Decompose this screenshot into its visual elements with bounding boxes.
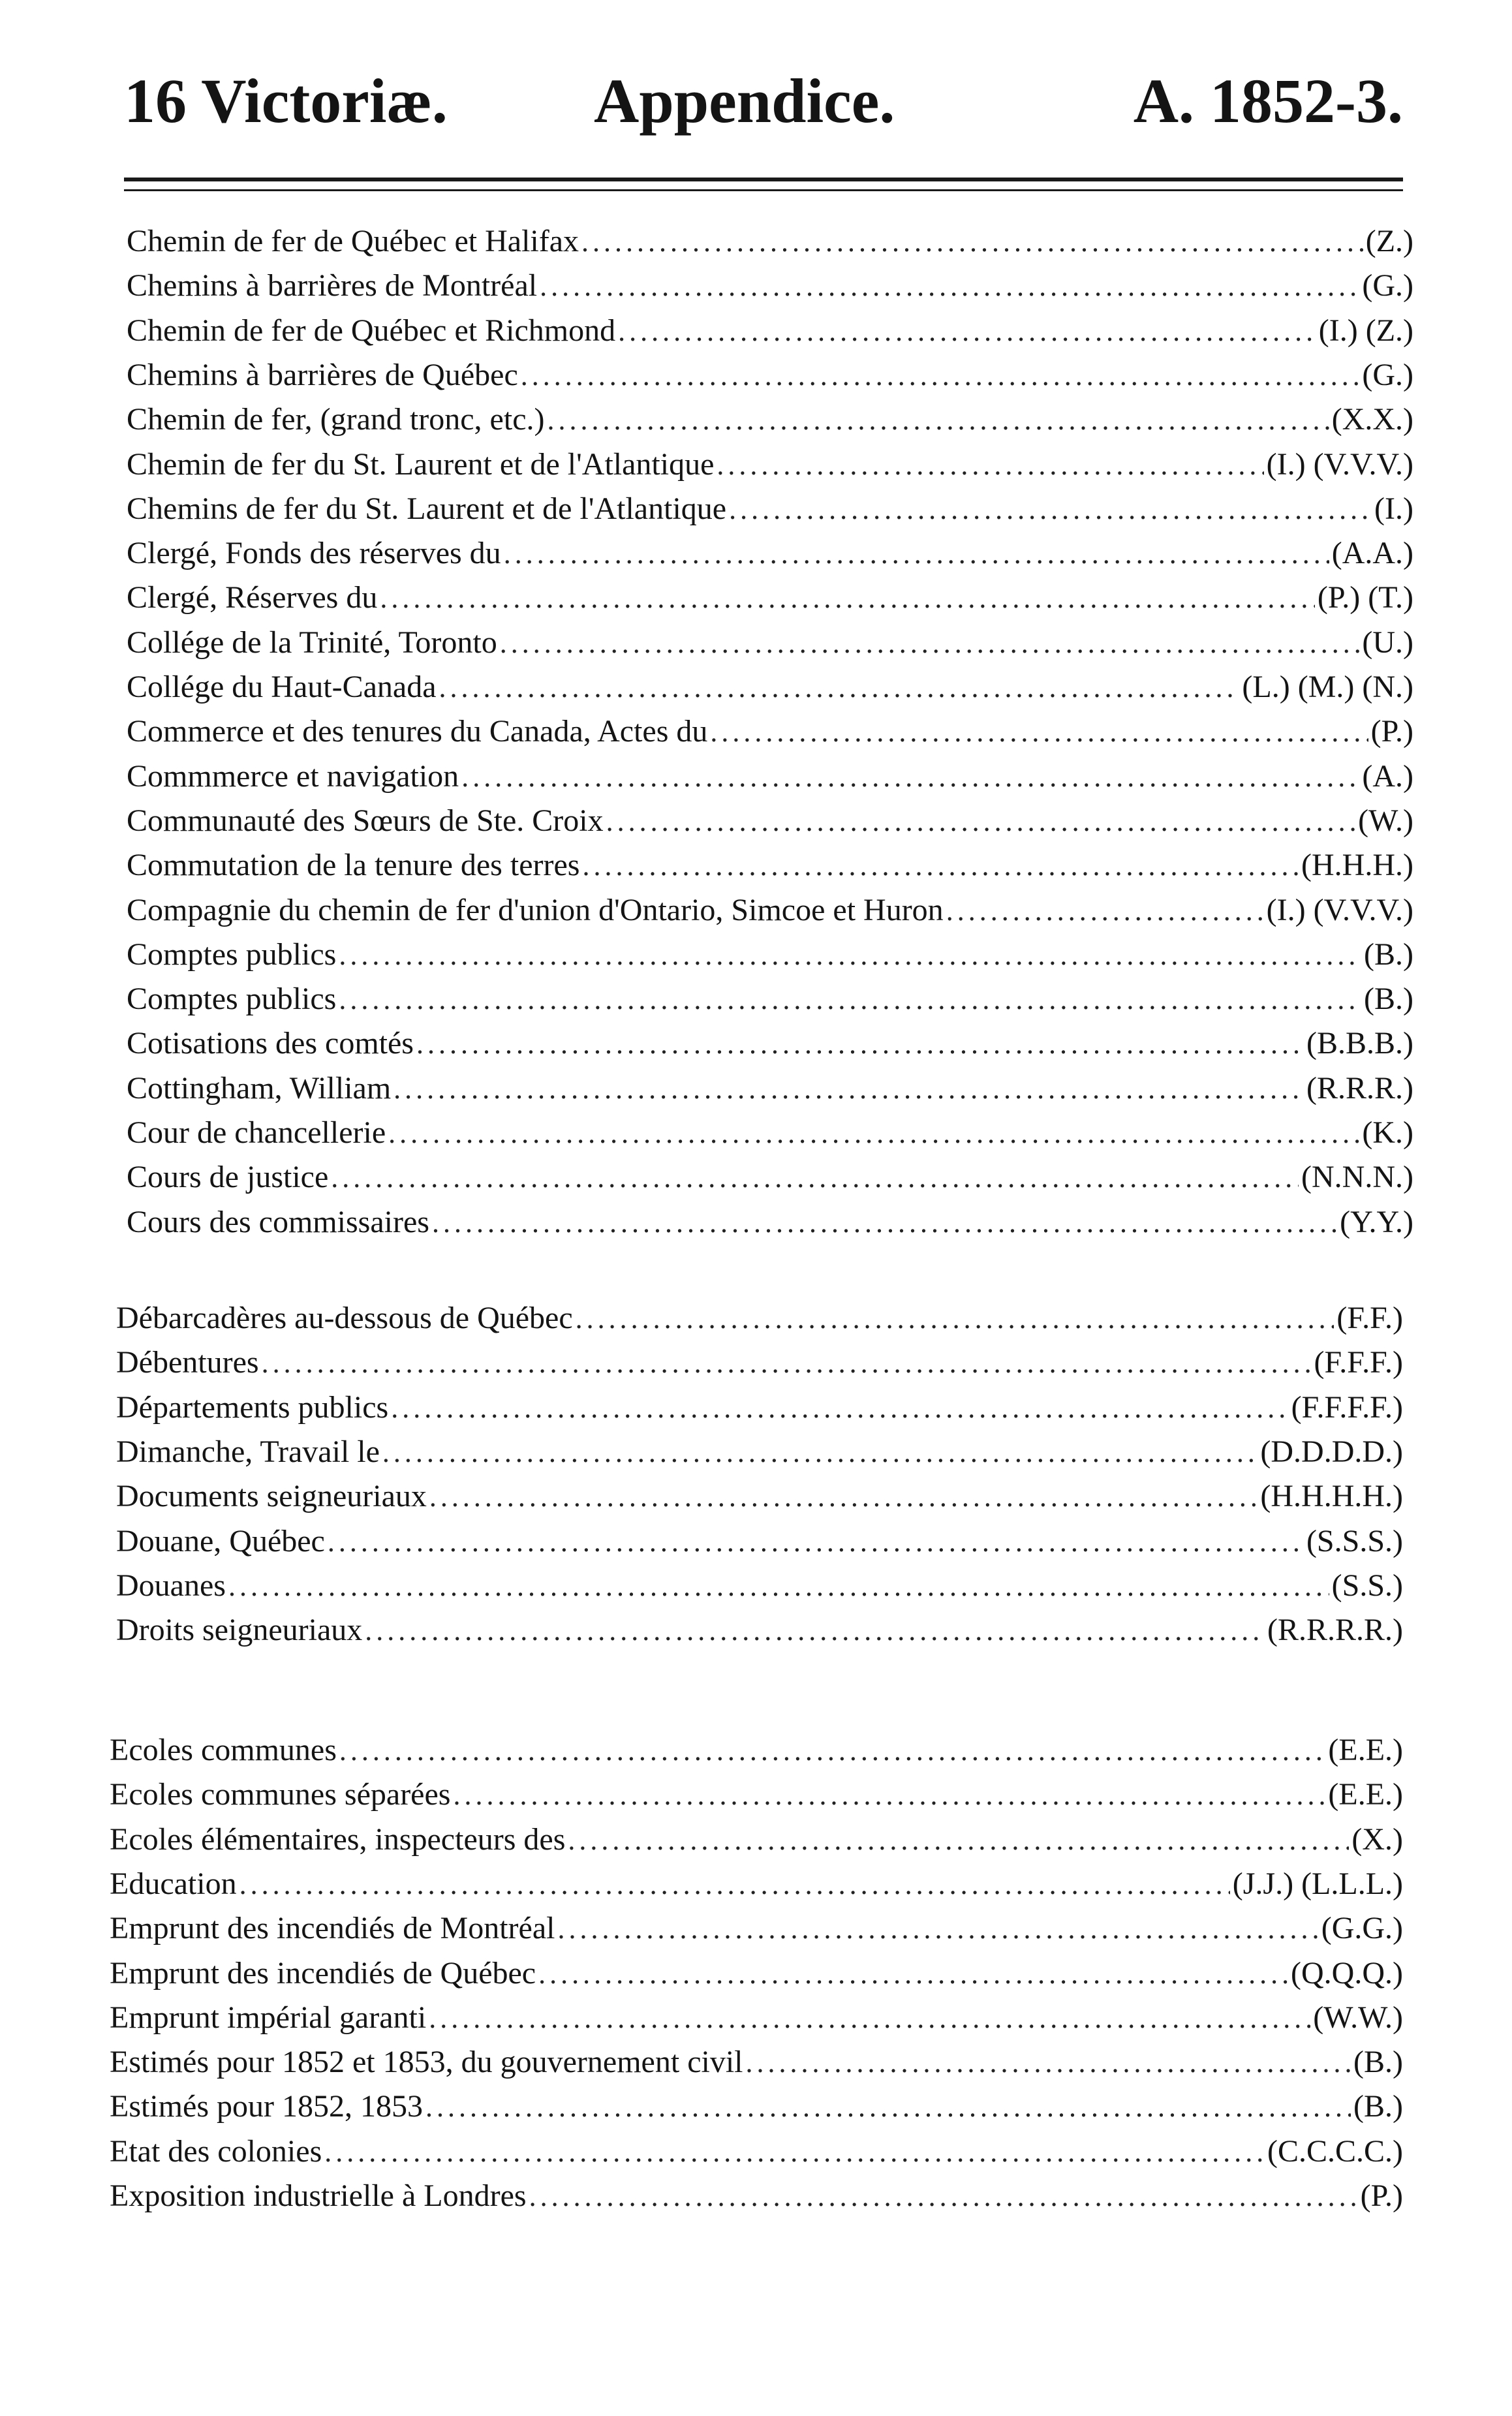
entry-term: Débentures — [116, 1345, 259, 1380]
entry-term: Comptes publics — [127, 982, 337, 1017]
entry-term: Douanes — [116, 1568, 226, 1603]
entry-term: Collége de la Trinité, Toronto — [127, 625, 497, 660]
entry-reference: (G.) — [1362, 357, 1413, 392]
entry-term: Cottingham, William — [127, 1070, 392, 1106]
index-entry — [127, 843, 1413, 888]
index-entry — [127, 442, 1413, 487]
index-entry — [127, 888, 1413, 933]
entry-reference: (Y.Y.) — [1340, 1204, 1413, 1239]
entry-reference: (G.G.) — [1321, 1911, 1403, 1946]
entry-term: Commmerce et navigation — [127, 758, 459, 794]
entry-term: Cour de chancellerie — [127, 1115, 386, 1150]
entry-term: Clergé, Fonds des réserves du — [127, 536, 501, 571]
entry-term: Compagnie du chemin de fer d'union d'Ontario, Simcoe et Huron — [127, 892, 944, 927]
entry-reference: (K.) — [1362, 1115, 1413, 1150]
index-entry — [116, 1564, 1403, 1608]
entry-term: Chemin de fer, (grand tronc, etc.) — [127, 402, 545, 437]
entry-reference: (I.) — [1374, 491, 1413, 526]
index-entry — [127, 709, 1413, 754]
dot-leader — [729, 488, 1372, 532]
header-session: 16 Victoriæ. — [124, 66, 448, 136]
entry-reference: (I.) (V.V.V.) — [1266, 446, 1413, 482]
dot-leader — [429, 1996, 1310, 2041]
entry-term: Chemins à barrières de Québec — [127, 357, 518, 392]
index-entry — [116, 1519, 1403, 1564]
entry-reference: (W.W.) — [1313, 2000, 1403, 2035]
index-entry — [110, 2129, 1403, 2174]
index-entry — [127, 397, 1413, 442]
entry-reference: (H.H.H.) — [1301, 848, 1413, 883]
index-entry — [127, 665, 1413, 709]
entry-reference: (B.) — [1353, 2045, 1403, 2080]
entry-reference: (I.) (Z.) — [1318, 313, 1413, 348]
entry-term: Education — [110, 1866, 237, 1901]
dot-leader — [581, 220, 1363, 264]
dot-leader — [606, 799, 1356, 844]
index-entry — [127, 219, 1413, 264]
entry-term: Départements publics — [116, 1389, 389, 1425]
dot-leader — [393, 1067, 1304, 1111]
dot-leader — [324, 2130, 1265, 2175]
index-entry — [127, 353, 1413, 397]
header-rule-thick — [124, 178, 1403, 181]
index-entry — [127, 933, 1413, 977]
entry-term: Ecoles élémentaires, inspecteurs des — [110, 1821, 566, 1857]
dot-leader — [461, 755, 1359, 799]
dot-leader — [228, 1564, 1329, 1609]
dot-leader — [429, 1475, 1258, 1519]
entry-term: Cours des commissaires — [127, 1204, 429, 1239]
entry-term: Exposition industrielle à Londres — [110, 2178, 527, 2213]
index-entry — [127, 621, 1413, 665]
entry-reference: (A.) — [1362, 758, 1413, 794]
entry-term: Chemin de fer de Québec et Halifax — [127, 224, 579, 258]
entry-term: Estimés pour 1852, 1853 — [110, 2089, 423, 2124]
index-entry — [116, 1474, 1403, 1519]
entry-term: Droits seigneuriaux — [116, 1613, 363, 1648]
entry-reference: (P.) — [1360, 2178, 1403, 2213]
entry-term: Emprunt impérial garanti — [110, 2000, 427, 2035]
header-year: A. 1852-3. — [1133, 66, 1403, 136]
dot-leader — [328, 1520, 1304, 1564]
dot-leader — [339, 1729, 1325, 1773]
index-entry — [127, 977, 1413, 1021]
entry-term: Chemins à barrières de Montréal — [127, 268, 538, 303]
dot-leader — [416, 1022, 1304, 1066]
index-entry — [127, 1066, 1413, 1111]
index-entry — [110, 1906, 1403, 1951]
entry-reference: (Z.) — [1365, 224, 1413, 258]
entry-term: Chemins de fer du St. Laurent et de l'Atlantique — [127, 491, 727, 526]
entry-term: Dimanche, Travail le — [116, 1434, 380, 1469]
dot-leader — [504, 532, 1329, 576]
dot-leader — [521, 354, 1360, 398]
dot-leader — [339, 933, 1361, 978]
index-entry — [110, 1773, 1403, 1817]
entry-reference: (B.) — [1364, 937, 1413, 972]
dot-leader — [618, 309, 1316, 354]
dot-leader — [946, 889, 1264, 933]
index-entry — [110, 2084, 1403, 2129]
entry-reference: (H.H.H.H.) — [1260, 1479, 1403, 1514]
index-entry — [116, 1430, 1403, 1474]
dot-leader — [439, 666, 1240, 710]
entry-term: Documents seigneuriaux — [116, 1479, 427, 1514]
index-entry — [110, 2040, 1403, 2084]
dot-leader — [365, 1609, 1265, 1653]
entry-reference: (B.) — [1353, 2089, 1403, 2124]
entry-term: Emprunt des incendiés de Montréal — [110, 1911, 555, 1946]
entry-reference: (W.) — [1358, 803, 1413, 838]
entry-reference: (D.D.D.D.) — [1260, 1434, 1403, 1469]
entry-term: Clergé, Réserves du — [127, 580, 378, 615]
entry-reference: (N.N.N.) — [1301, 1160, 1413, 1195]
dot-leader — [540, 264, 1359, 309]
index-entry — [127, 1200, 1413, 1245]
index-entry — [116, 1386, 1403, 1430]
entry-reference: (E.E.) — [1328, 1733, 1403, 1767]
entry-reference: (Q.Q.Q.) — [1291, 1955, 1403, 1990]
dot-leader — [582, 844, 1299, 888]
dot-leader — [425, 2085, 1351, 2129]
dot-leader — [339, 978, 1361, 1022]
header-rule-thin — [124, 189, 1403, 191]
dot-leader — [453, 1773, 1325, 1818]
index-entry — [116, 1296, 1403, 1340]
entry-reference: (P.) (T.) — [1317, 580, 1413, 615]
dot-leader — [746, 2041, 1351, 2085]
entry-reference: (C.C.C.C.) — [1267, 2133, 1403, 2169]
entry-reference: (L.) (M.) (N.) — [1242, 670, 1413, 704]
entry-reference: (P.) — [1370, 714, 1413, 749]
entry-term: Communauté des Sœurs de Ste. Croix — [127, 803, 604, 838]
dot-leader — [576, 1297, 1335, 1341]
entry-reference: (G.) — [1362, 268, 1413, 303]
entry-reference: (A.A.) — [1331, 536, 1413, 571]
dot-leader — [331, 1156, 1299, 1200]
index-entry — [110, 2174, 1403, 2218]
entry-term: Ecoles communes — [110, 1733, 337, 1767]
entry-reference: (X.) — [1351, 1821, 1403, 1857]
index-entry — [127, 754, 1413, 799]
entry-reference: (S.S.S.) — [1306, 1523, 1403, 1558]
entry-term: Chemin de fer de Québec et Richmond — [127, 313, 616, 348]
entry-term: Emprunt des incendiés de Québec — [110, 1955, 536, 1990]
dot-leader — [557, 1907, 1318, 1951]
dot-leader — [717, 443, 1263, 488]
entry-reference: (R.R.R.) — [1306, 1070, 1413, 1106]
index-entry — [127, 309, 1413, 353]
index-entry — [110, 1728, 1403, 1773]
entry-term: Commutation de la tenure des terres — [127, 848, 580, 883]
index-entry — [127, 264, 1413, 308]
entry-reference: (R.R.R.R.) — [1267, 1613, 1403, 1648]
entry-term: Ecoles communes séparées — [110, 1777, 451, 1812]
index-entry — [110, 1951, 1403, 1996]
header-title: Appendice. — [594, 66, 895, 136]
entry-term: Chemin de fer du St. Laurent et de l'Atlantique — [127, 446, 715, 482]
index-entry — [127, 1021, 1413, 1066]
index-entry — [127, 799, 1413, 843]
page-header — [124, 65, 1403, 137]
entry-term: Comptes publics — [127, 937, 337, 972]
index-entry — [127, 1155, 1413, 1200]
index-entry — [127, 1111, 1413, 1155]
index-entry — [127, 487, 1413, 531]
dot-leader — [239, 1863, 1230, 1907]
index-entry — [127, 531, 1413, 576]
dot-leader — [432, 1201, 1337, 1245]
entry-reference: (S.S.) — [1331, 1568, 1403, 1603]
entry-term: Cotisations des comtés — [127, 1026, 414, 1061]
entry-reference: (X.X.) — [1331, 402, 1413, 437]
entry-term: Estimés pour 1852 et 1853, du gouvernement civil — [110, 2045, 743, 2080]
index-entry — [127, 576, 1413, 620]
index-entry — [116, 1340, 1403, 1385]
dot-leader — [382, 1431, 1257, 1475]
entry-term: Collége du Haut-Canada — [127, 670, 437, 704]
entry-reference: (F.F.) — [1336, 1301, 1403, 1335]
dot-leader — [380, 576, 1315, 621]
entry-reference: (U.) — [1362, 625, 1413, 660]
dot-leader — [547, 398, 1329, 442]
index-entry — [110, 1818, 1403, 1862]
index-entry — [110, 1996, 1403, 2040]
entry-reference: (F.F.F.F.) — [1291, 1389, 1403, 1425]
dot-leader — [500, 621, 1360, 666]
index-entry — [116, 1608, 1403, 1652]
entry-term: Commerce et des tenures du Canada, Actes du — [127, 714, 708, 749]
dot-leader — [529, 2175, 1358, 2219]
entry-term: Etat des colonies — [110, 2133, 322, 2169]
entry-reference: (B.B.B.) — [1306, 1026, 1413, 1061]
entry-reference: (F.F.F.) — [1314, 1345, 1403, 1380]
entry-reference: (E.E.) — [1328, 1777, 1403, 1812]
entry-term: Cours de justice — [127, 1160, 329, 1195]
entry-reference: (J.J.) (L.L.L.) — [1232, 1866, 1403, 1901]
entry-term: Débarcadères au-dessous de Québec — [116, 1301, 573, 1335]
dot-leader — [391, 1386, 1288, 1431]
dot-leader — [538, 1952, 1288, 1996]
entry-reference: (I.) (V.V.V.) — [1266, 892, 1413, 927]
entry-term: Douane, Québec — [116, 1523, 325, 1558]
entry-reference: (B.) — [1364, 982, 1413, 1017]
dot-leader — [262, 1341, 1312, 1386]
dot-leader — [568, 1818, 1349, 1863]
index-entry — [110, 1862, 1403, 1906]
dot-leader — [710, 710, 1368, 754]
dot-leader — [388, 1111, 1359, 1156]
